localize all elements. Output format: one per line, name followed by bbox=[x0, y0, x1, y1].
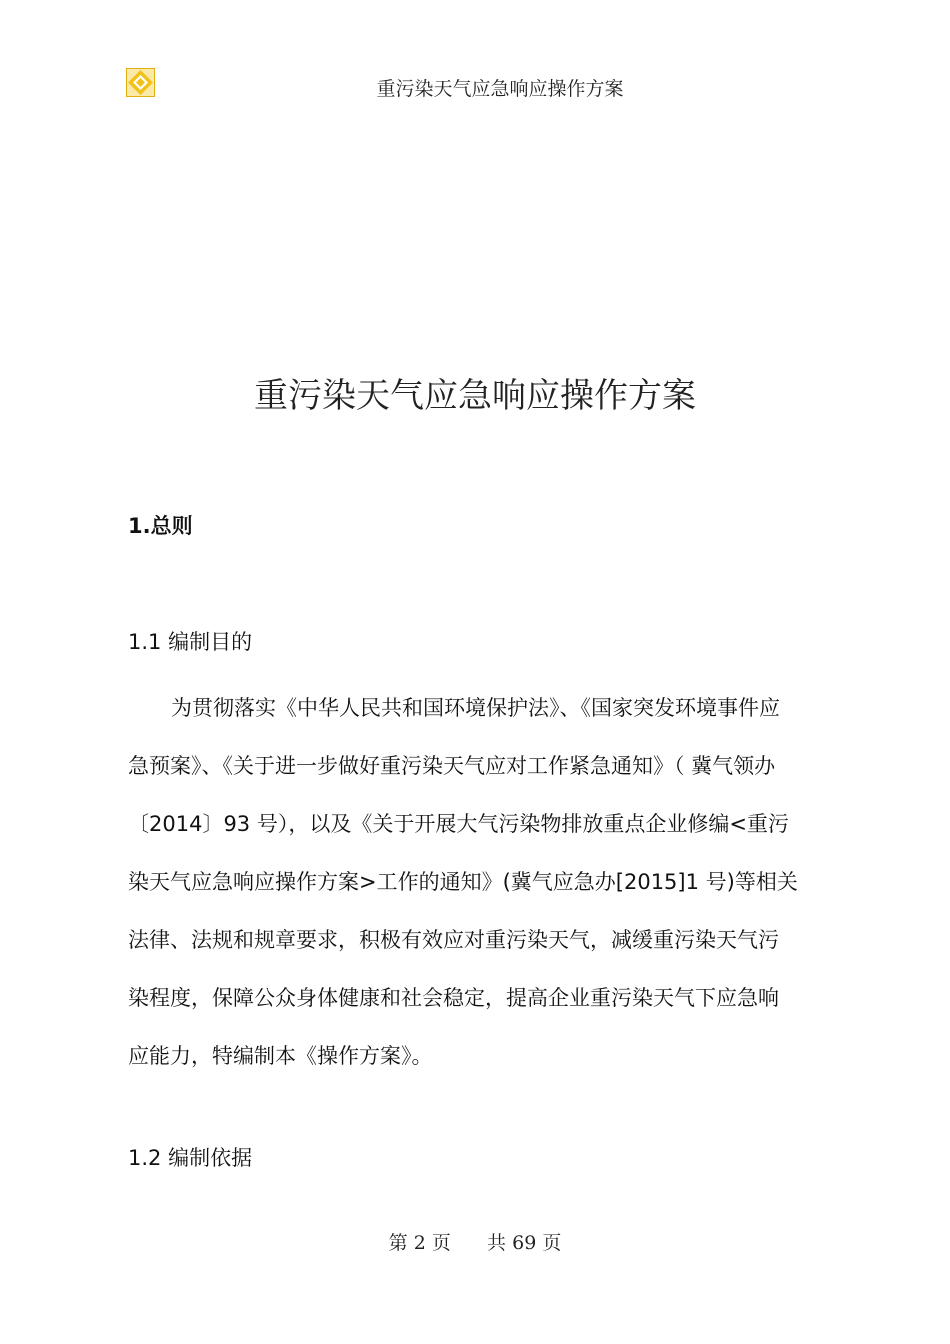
paragraph-line: 为贯彻落实《中华人民共和国环境保护法》、《国家突发环境事件应 bbox=[171, 696, 780, 720]
purpose-paragraph bbox=[128, 679, 828, 1085]
header-logo-icon bbox=[126, 68, 155, 97]
paragraph-line: 染程度，保障公众身体健康和社会稳定，提高企业重污染天气下应急响 bbox=[128, 986, 779, 1010]
page-footer-number: 第 2 页 共 69 页 bbox=[388, 1232, 562, 1254]
paragraph-line: 应能力，特编制本《操作方案》。 bbox=[128, 1044, 433, 1068]
paragraph-line: 急预案》、《关于进一步做好重污染天气应对工作紧急通知》（ 冀气领办 bbox=[128, 754, 776, 778]
logo-graphic bbox=[126, 68, 155, 97]
document-title: 重污染天气应急响应操作方案 bbox=[254, 376, 696, 416]
paragraph-line: 法律、法规和规章要求，积极有效应对重污染天气，减缓重污染天气污 bbox=[128, 928, 779, 952]
subsection-heading-basis: 1.2 编制依据 bbox=[128, 1146, 253, 1170]
paragraph-line: 〔2014〕93 号），以及《关于开展大气污染物排放重点企业修编<重污 bbox=[128, 812, 789, 836]
running-header-title: 重污染天气应急响应操作方案 bbox=[376, 78, 624, 100]
paragraph-line: 染天气应急响应操作方案>工作的通知》(冀气应急办[2015]1 号)等相关 bbox=[128, 870, 798, 894]
subsection-heading-purpose: 1.1 编制目的 bbox=[128, 630, 253, 654]
section-heading-general: 1.总则 bbox=[128, 514, 193, 538]
